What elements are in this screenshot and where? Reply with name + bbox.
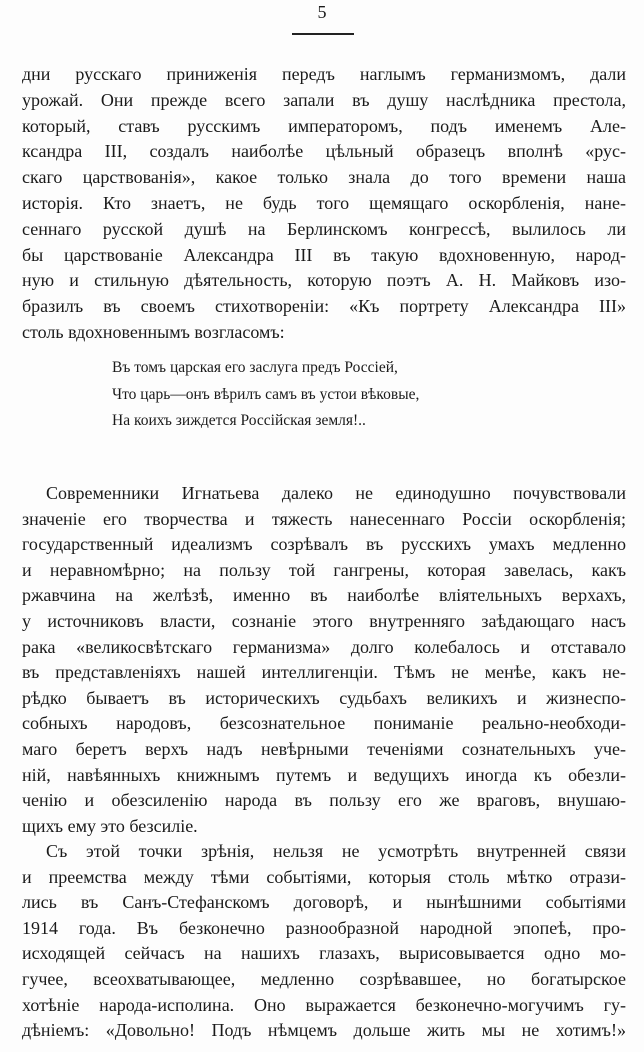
text-line: и преемства между тѣми событіями, которыя столь мѣтко отрази- <box>22 866 626 887</box>
text-line: ную и стильную дѣятельность, которую поэтъ А. Н. Майковъ изо- <box>22 270 626 291</box>
text-line: дни русскаго приниженія передъ наглымъ германизмомъ, дали <box>22 64 626 84</box>
text-line: 1914 года. Въ безконечно разнообразной народной эпопеѣ, про- <box>22 917 626 938</box>
text-line: столь вдохновеннымъ возгласомъ: <box>22 321 285 342</box>
paragraph-1 <box>22 62 626 346</box>
page-number-underline <box>292 33 354 35</box>
text-line: гучее, всеохватывающее, медленно созрѣвавшее, но богатырское <box>22 968 626 989</box>
text-line: скаго царствованія», какое только знала до того времени наша <box>22 167 626 188</box>
text-line: государственный идеализмъ созрѣвалъ въ русскихъ умахъ медленно <box>22 534 626 555</box>
text-line: ржавчина на желѣзѣ, именно въ наиболѣе вліятельныхъ верхахъ, <box>22 585 626 606</box>
text-line: собныхъ народовъ, безсознательное пониманіе реально-необходи- <box>22 713 626 734</box>
text-line: ній, навѣянныхъ книжнымъ путемъ и ведущихъ иногда къ обезли- <box>22 764 626 785</box>
text-line: исходящей сейчасъ на нашихъ глазахъ, вырисовывается одно мо- <box>22 943 626 964</box>
text-line: у источниковъ власти, сознаніе этого внутренняго заѣдающаго насъ <box>22 610 626 631</box>
poem-line: Что царь—онъ вѣрилъ самъ въ устои вѣковые, <box>112 385 420 403</box>
poem-line: На коихъ зиждется Россійская земля!.. <box>112 412 366 429</box>
text-line: щихъ ему это безсиліе. <box>22 815 198 836</box>
text-line: хотѣніе народа-исполина. Оно выражается безконечно-могучимъ гу- <box>22 994 626 1015</box>
text-line: сеннаго русской душѣ на Берлинскомъ конгрессѣ, вылилось ли <box>22 218 626 239</box>
text-line: Современники Игнатьева далеко не единодушно почувствовали <box>46 483 626 503</box>
text-line: ченію и обезсиленію народа въ пользу его же враговъ, внушаю- <box>22 790 626 811</box>
page-number: 5 <box>317 2 327 22</box>
poem-quote <box>112 355 512 435</box>
text-line: ксандра III, создалъ наиболѣе цѣльный образецъ вполнѣ «рус- <box>22 141 626 162</box>
text-line: который, ставъ русскимъ императоромъ, подъ именемъ Але- <box>22 115 626 136</box>
text-line: маго беретъ верхъ надъ невѣрными теченіями сознательныхъ уче- <box>22 738 626 759</box>
text-line: исторія. Кто знаетъ, не будь того щемящаго оскорбленія, нане- <box>22 192 626 213</box>
text-line: значеніе его творчества и тяжесть нанесеннаго Россіи оскорбленія; <box>22 508 626 529</box>
text-line: рѣдко бываетъ въ историческихъ судьбахъ великихъ и жизнеспо- <box>22 687 626 708</box>
paragraph-2 <box>22 481 626 839</box>
text-line: бразилъ въ своемъ стихотвореніи: «Къ портрету Александра III» <box>22 296 626 317</box>
text-line: лись въ Санъ-Стефанскомъ договорѣ, и нынѣшними событіями <box>22 892 626 913</box>
poem-line: Въ томъ царская его заслуга предъ Россіей, <box>112 359 398 376</box>
text-line: и неравномѣрно; на пользу той гангрены, которая завелась, какъ <box>22 559 626 580</box>
text-line: рака «великосвѣтскаго германизма» долго колебалось и отставало <box>22 636 626 657</box>
text-line: бы царствованіе Александра III въ такую вдохновенную, народ- <box>22 244 626 265</box>
text-line: въ представленіяхъ нашей интеллигенціи. Тѣмъ не менѣе, какъ не- <box>22 662 626 683</box>
paragraph-3 <box>22 839 626 1044</box>
text-line: урожай. Они прежде всего запали въ душу наслѣдника престола, <box>22 89 626 110</box>
text-line: дѣніемъ: «Довольно! Подъ нѣмцемъ дольше жить мы не хотимъ!» <box>22 1020 626 1041</box>
text-line: Съ этой точки зрѣнія, нельзя не усмотрѣть внутренней связи <box>46 841 626 861</box>
